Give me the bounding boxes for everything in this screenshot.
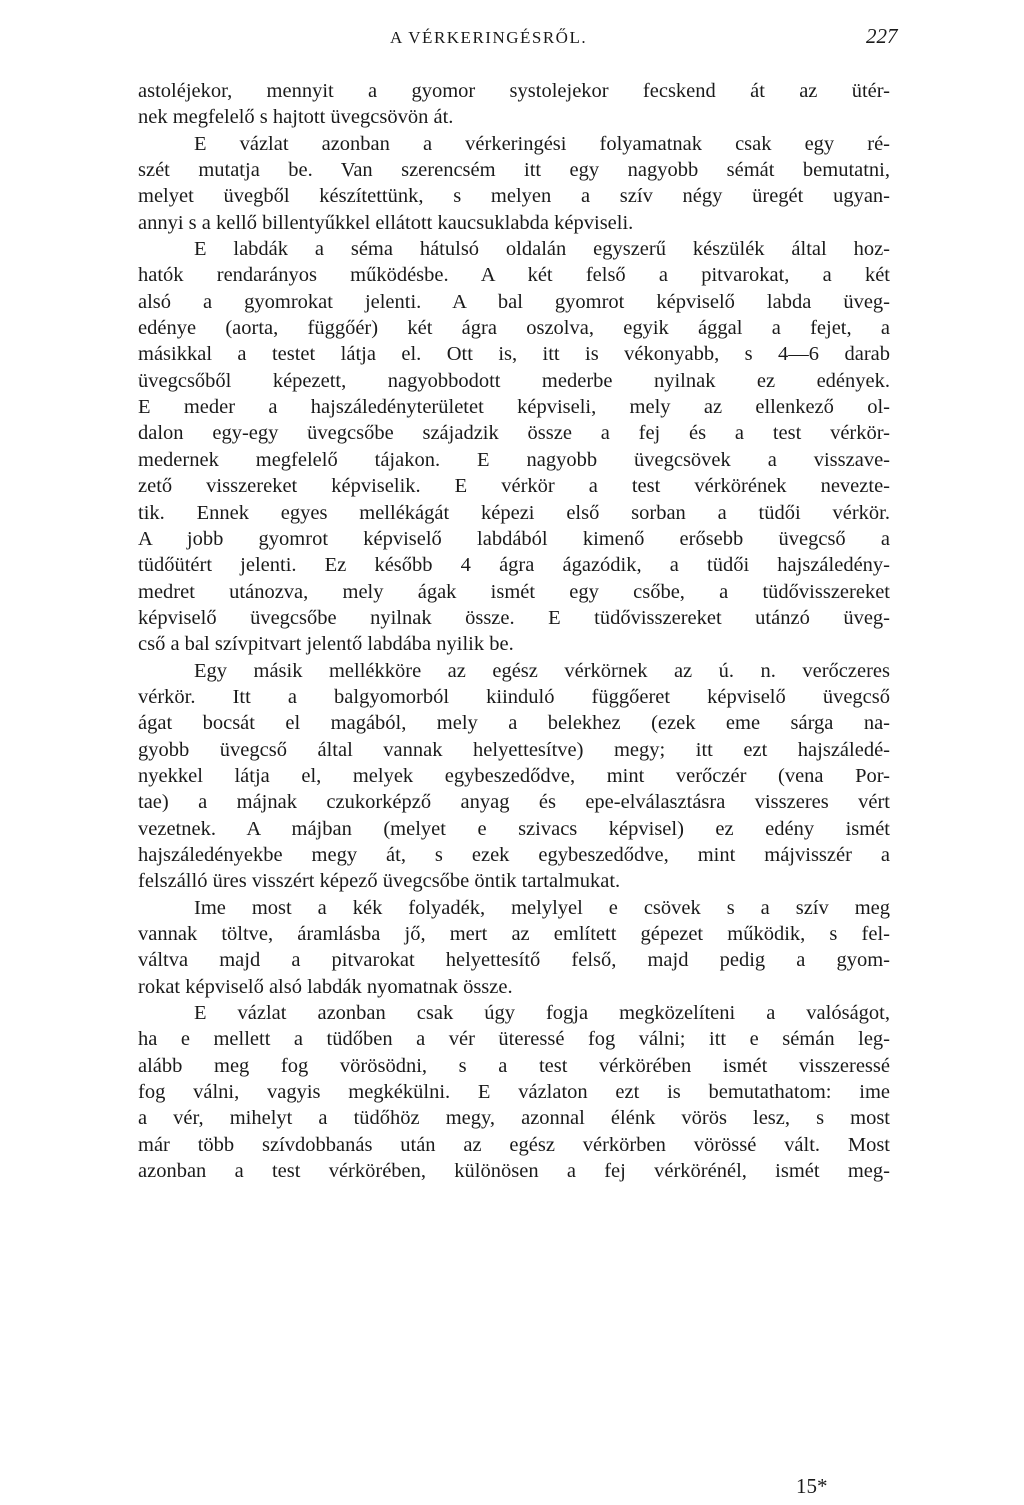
text-line: hajszáledényekbe megy át, s ezek egybeszedődve, mint májvisszér a <box>138 843 890 866</box>
text-line: Ime most a kék folyadék, melylyel e csövek s a szív meg <box>194 896 890 919</box>
page-header <box>0 20 1024 50</box>
text-line: tik. Ennek egyes mellékágát képezi első sorban a tüdői vérkör. <box>138 501 890 524</box>
text-line: ágat bocsát el magából, mely a belekhez (ezek eme sárga na- <box>138 712 890 735</box>
text-line: üvegcsőből képezett, nagyobbodott mederbe nyilnak ez edények. <box>138 369 890 392</box>
text-line: A jobb gyomrot képviselő labdából kimenő erősebb üvegcső a <box>138 527 890 550</box>
text-line: ha e mellett a tüdőben a vér üteressé fog válni; itt e sémán leg- <box>138 1028 890 1051</box>
text-line: zető visszereket képviselik. E vérkör a test vérkörének nevezte- <box>138 475 890 498</box>
text-line: medernek megfelelő tájakon. E nagyobb üvegcsövek a visszave- <box>138 448 890 471</box>
text-line: melyet üvegből készítettünk, s melyen a szív négy üregét ugyan- <box>138 185 890 208</box>
text-line: vezetnek. A májban (melyet e szivacs képvisel) ez edény ismét <box>138 817 890 840</box>
text-line: Egy másik mellékköre az egész vérkörnek az ú. n. verőczeres <box>194 659 890 682</box>
running-head: A VÉRKERINGÉSRŐL. <box>390 28 588 47</box>
text-line: annyi s a kellő billentyűkkel ellátott kaucsuklabda képviseli. <box>138 211 634 234</box>
text-line: E vázlat azonban csak úgy fogja megközelíteni a valóságot, <box>194 1002 890 1025</box>
text-line: rokat képviselő alsó labdák nyomatnak össze. <box>138 975 513 998</box>
page-number: 227 <box>866 24 898 48</box>
text-line: váltva majd a pitvarokat helyettesítő felső, majd pedig a gyom- <box>138 949 890 972</box>
text-line: E meder a hajszáledényterületet képviseli, mely az ellenkező ol- <box>138 396 890 419</box>
text-line: felszálló üres visszért képező üvegcsőbe öntik tartalmukat. <box>138 870 621 893</box>
text-line: alsó a gyomrokat jelenti. A bal gyomrot képviselő labda üveg- <box>138 290 890 313</box>
text-line: hatók rendarányos működésbe. A két felső a pitvarokat, a két <box>138 264 890 287</box>
text-line: astoléjekor, mennyit a gyomor systolejekor fecskend át az ütér- <box>138 80 890 102</box>
text-line: képviselő üvegcsőbe nyilnak össze. E tüdővisszereket utánzó üveg- <box>138 606 890 629</box>
signature-mark: 15* <box>796 1474 828 1498</box>
text-line: dalon egy-egy üvegcsőbe szájadzik össze a fej és a test vérkör- <box>138 422 890 445</box>
text-line: nyekkel látja el, melyek egybeszedődve, mint verőczér (vena Por- <box>138 764 890 787</box>
text-line: szét mutatja be. Van szerencsém itt egy nagyobb sémát bemutatni, <box>138 159 890 182</box>
text-line: tae) a májnak czukorképző anyag és epe-elválasztásra visszeres vért <box>138 791 890 814</box>
body-text <box>138 78 890 1184</box>
text-line: E vázlat azonban a vérkeringési folyamatnak csak egy ré- <box>194 132 890 155</box>
text-line: nek megfelelő s hajtott üvegcsövön át. <box>138 106 454 129</box>
text-line: edénye (aorta, függőér) két ágra oszolva, egyik ággal a fejet, a <box>138 317 890 340</box>
text-line: cső a bal szívpitvart jelentő labdába nyilik be. <box>138 633 514 656</box>
text-line: másikkal a testet látja el. Ott is, itt is vékonyabb, s 4—6 darab <box>138 343 890 366</box>
text-line: medret utánozva, mely ágak ismét egy csőbe, a tüdővisszereket <box>138 580 890 603</box>
text-line: E labdák a séma hátulsó oldalán egyszerű készülék által hoz- <box>194 238 890 261</box>
text-line: azonban a test vérkörében, különösen a fej vérkörénél, ismét meg- <box>138 1160 890 1183</box>
text-line: vérkör. Itt a balgyomorból kiinduló függőeret képviselő üvegcső <box>138 685 890 708</box>
text-line: gyobb üvegcső által vannak helyettesítve) megy; itt ezt hajszáledé- <box>138 738 890 761</box>
text-line: fog válni, vagyis megkékülni. E vázlaton ezt is bemutathatom: ime <box>138 1081 890 1104</box>
text-line: alább meg fog vörösödni, s a test vérkörében ismét visszeressé <box>138 1054 890 1077</box>
text-line: a vér, mihelyt a tüdőhöz megy, azonnal élénk vörös lesz, s most <box>138 1107 890 1130</box>
text-line: már több szívdobbanás után az egész vérkörben vörössé vált. Most <box>138 1133 890 1156</box>
text-line: tüdőütért jelenti. Ez később 4 ágra ágazódik, a tüdői hajszáledény- <box>138 554 890 577</box>
text-line: vannak töltve, áramlásba jő, mert az említett gépezet működik, s fel- <box>138 923 890 945</box>
